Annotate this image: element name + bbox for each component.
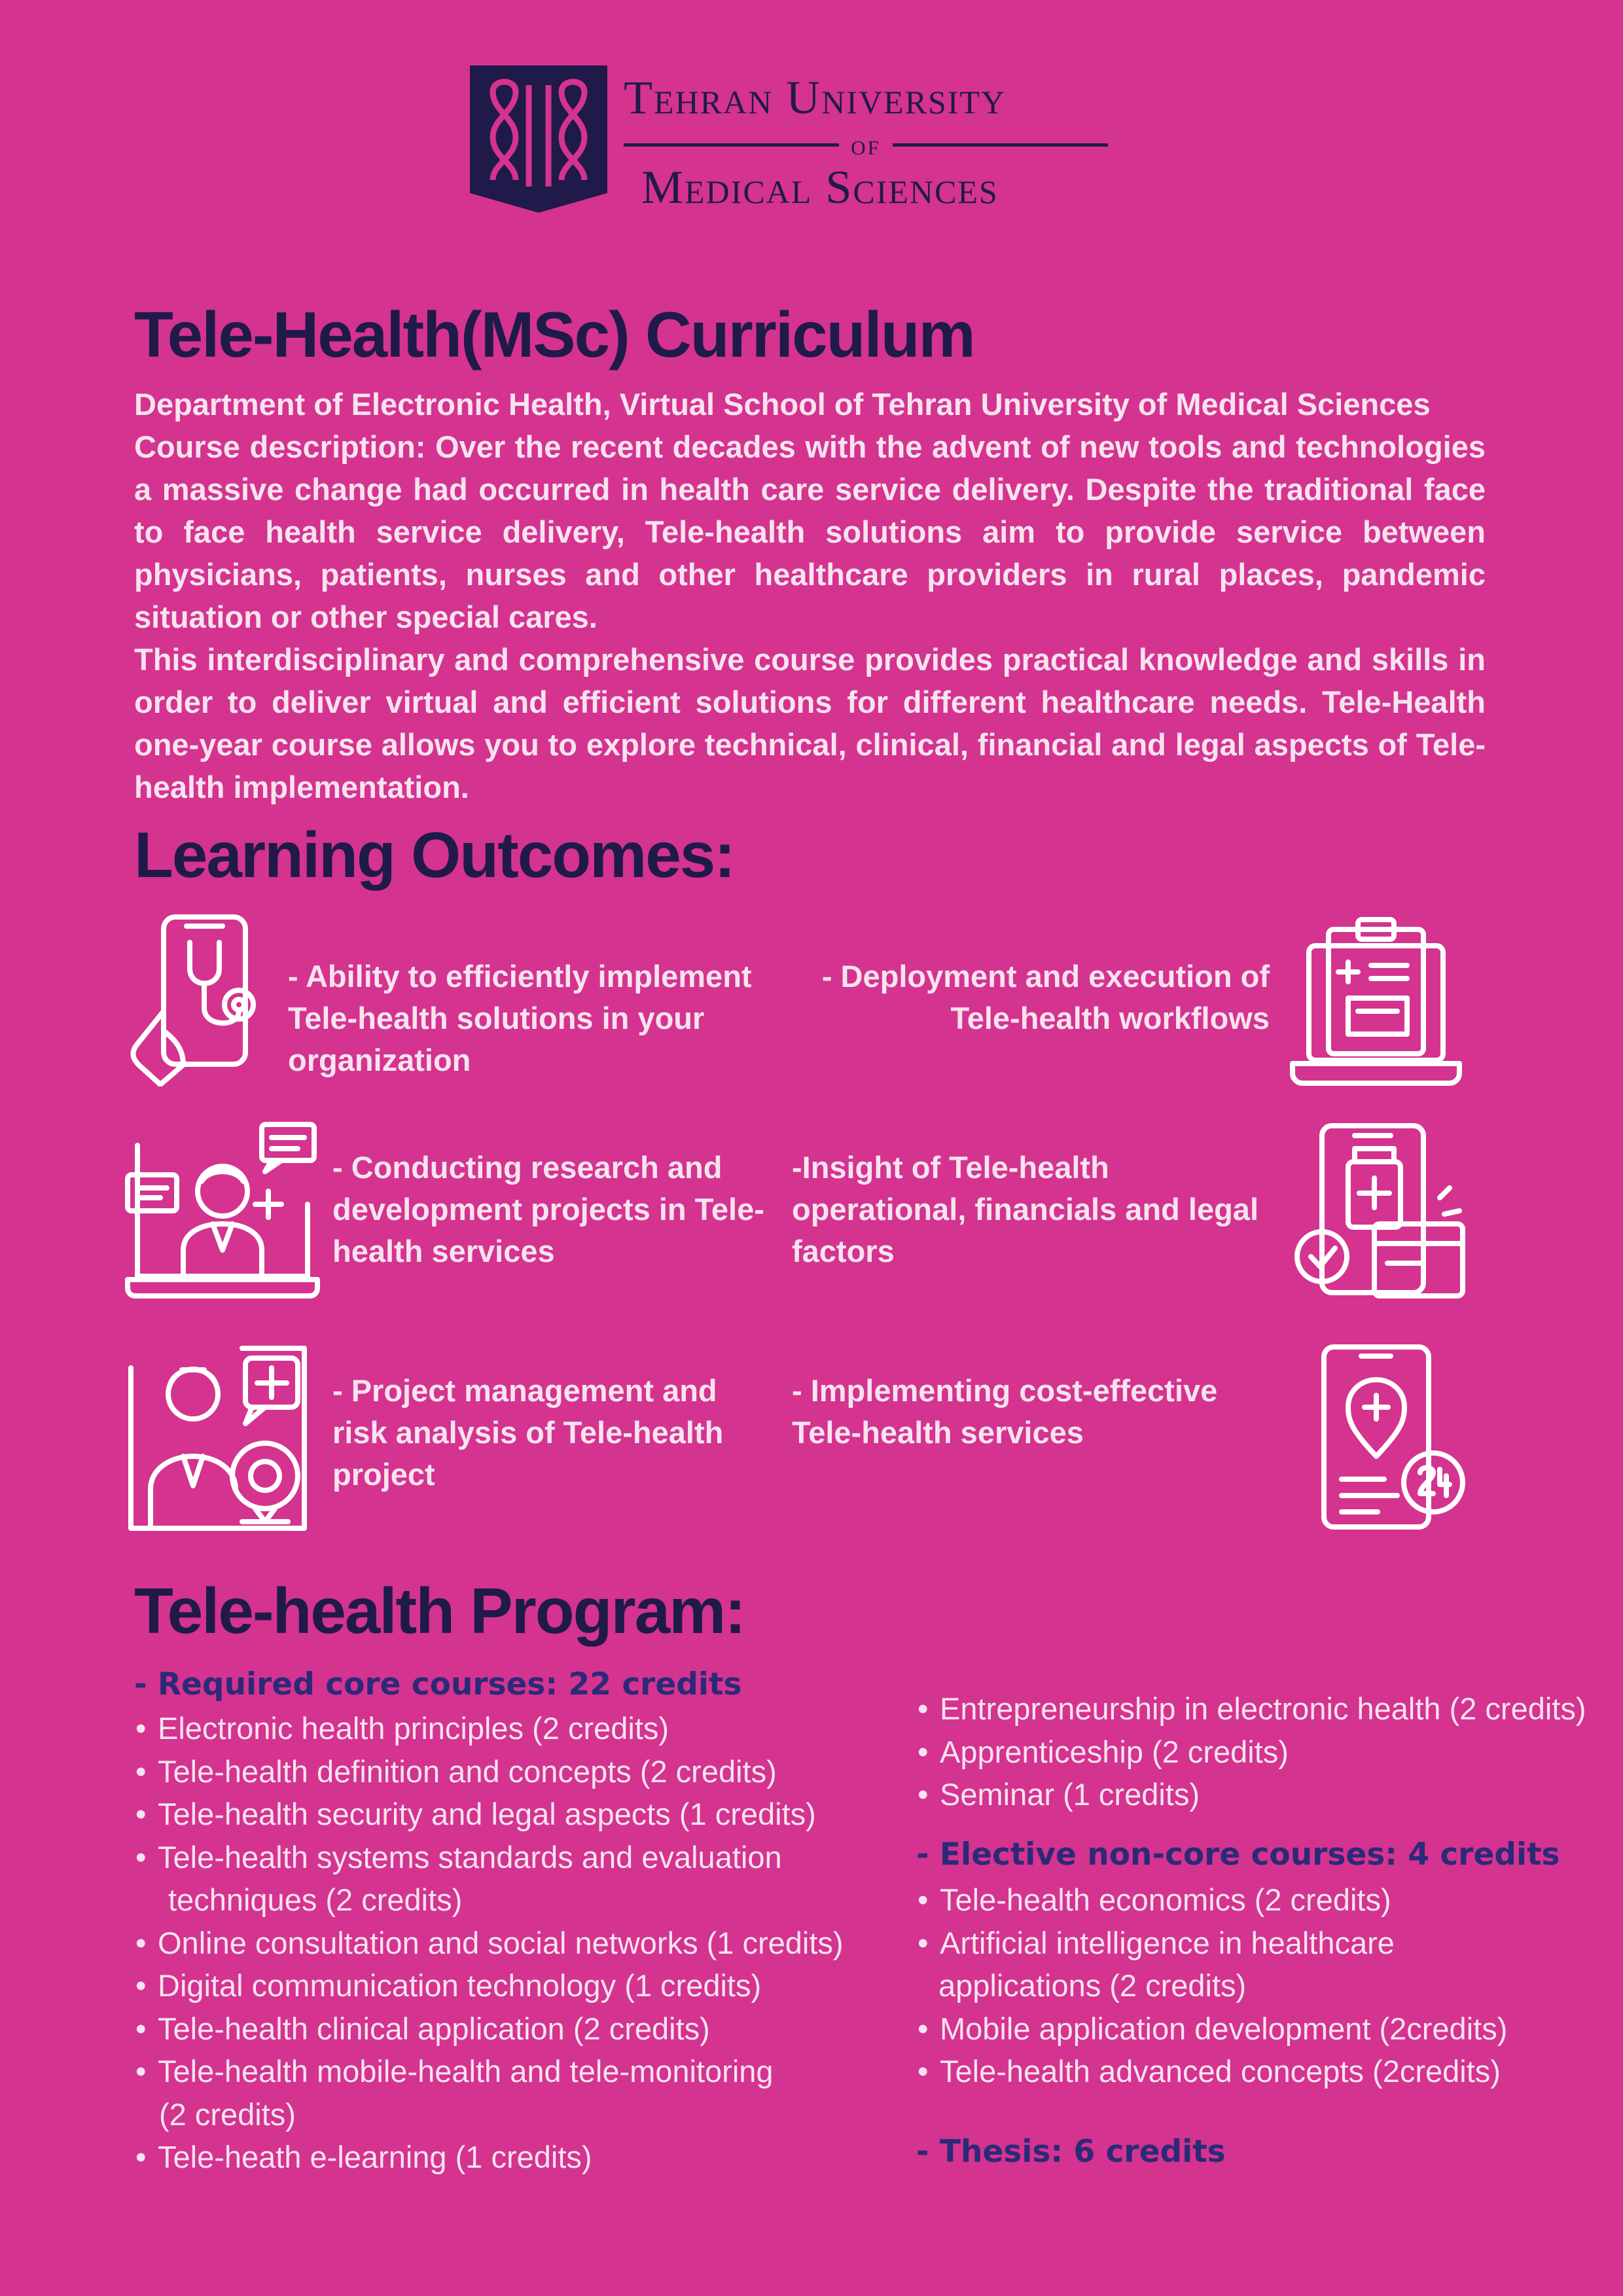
list-item: • Tele-health mobile-health and tele-monitoring: [134, 2050, 893, 2093]
program-title: Tele-health Program:: [134, 1575, 745, 1647]
elective-courses-heading: - Elective non-core courses: 4 credits: [916, 1837, 1560, 1873]
department-line: Department of Electronic Health, Virtual School of Tehran University of Medical Sciences: [134, 387, 1431, 422]
logo-text-line1: Tehran University: [624, 71, 1007, 124]
list-item: • Tele-health advanced concepts (2credits): [916, 2050, 1610, 2093]
outcome-1: - Ability to efficiently implement Tele-health solutions in your organization: [288, 959, 752, 1077]
list-item: • Mobile application development (2credits): [916, 2007, 1610, 2051]
list-item: • Tele-health security and legal aspects (1 credits): [134, 1793, 893, 1836]
outcome-2-text: - Deployment and execution of Tele-health workflows: [821, 959, 1270, 1035]
outcome-4: -Insight of Tele-health operational, financials and legal factors: [792, 1150, 1259, 1268]
course-paragraph-2: This interdisciplinary and comprehensive course provides practical knowledge and skills in order to deliver virtual and efficient solutions for different healthcare needs. Tele-Health one-year course allows you to explore technical, clinical, financial and legal aspects of Tele-health implementation.: [134, 642, 1486, 804]
outcome-3: - Conducting research and development projects in Tele-health services: [332, 1150, 764, 1268]
logo-text-of: of: [851, 128, 881, 161]
core-course-list: [134, 1707, 893, 2179]
logo-rule-right: [893, 143, 1108, 147]
list-item: • Tele-health definition and concepts (2 credits): [134, 1750, 893, 1793]
core-courses-heading: - Required core courses: 22 credits: [134, 1666, 742, 1702]
doctor-webcam-icon: [124, 1345, 311, 1532]
phone-medicine-payment-icon: [1293, 1122, 1466, 1299]
list-item: applications (2 credits): [938, 1968, 1247, 2003]
list-item: • Electronic health principles (2 credits): [134, 1707, 893, 1750]
course-description: Course description: Over the recent decades with the advent of new tools and technologies a massive change had occurred in health care service delivery. Despite the traditional face to face health service delivery, Tele-health solutions aim to provide service between physicians, patients, nurses and other healthcare providers in rural places, pandemic situation or other special cares.: [134, 429, 1486, 634]
elective-course-list: [916, 1878, 1610, 2093]
university-logo: [470, 65, 1111, 216]
list-item: • Entrepreneurship in electronic health (2 credits): [916, 1687, 1610, 1731]
list-item: • Tele-health systems standards and evaluation: [134, 1836, 893, 1879]
list-item: • Tele-health economics (2 credits): [916, 1878, 1610, 1922]
list-item: • Seminar (1 credits): [916, 1773, 1610, 1816]
list-item: techniques (2 credits): [168, 1882, 463, 1917]
list-item: • Tele-health clinical application (2 credits): [134, 2007, 893, 2051]
laptop-clipboard-icon: [1286, 910, 1466, 1090]
list-item: • Tele-heath e-learning (1 credits): [134, 2136, 893, 2179]
university-emblem-icon: [470, 65, 607, 213]
intro-section: [134, 383, 1486, 808]
list-item: • Digital communication technology (1 credits): [134, 1964, 893, 2007]
list-item: • Apprenticeship (2 credits): [916, 1731, 1610, 1774]
list-item: • Artificial intelligence in healthcare: [916, 1922, 1610, 1965]
logo-text-line3: Medical Sciences: [641, 161, 999, 213]
list-item: (2 credits): [159, 2096, 296, 2132]
phone-24h-location-icon: [1319, 1342, 1469, 1532]
phone-stethoscope-icon: [124, 913, 272, 1086]
video-doctor-icon: [124, 1119, 321, 1299]
logo-of-row: [624, 128, 1108, 161]
core-course-list-continued: [916, 1687, 1610, 1816]
page-title: Tele-Health(MSc) Curriculum: [134, 298, 974, 370]
learning-outcomes-title: Learning Outcomes:: [134, 819, 734, 891]
thesis-heading: - Thesis: 6 credits: [916, 2134, 1226, 2170]
logo-rule-left: [624, 143, 839, 147]
outcome-6: - Implementing cost-effective Tele-health services: [792, 1373, 1218, 1450]
outcome-2: [792, 956, 1270, 1039]
list-item: • Online consultation and social networks (1 credits): [134, 1922, 893, 1965]
outcome-5: - Project management and risk analysis of Tele-health project: [332, 1373, 724, 1492]
